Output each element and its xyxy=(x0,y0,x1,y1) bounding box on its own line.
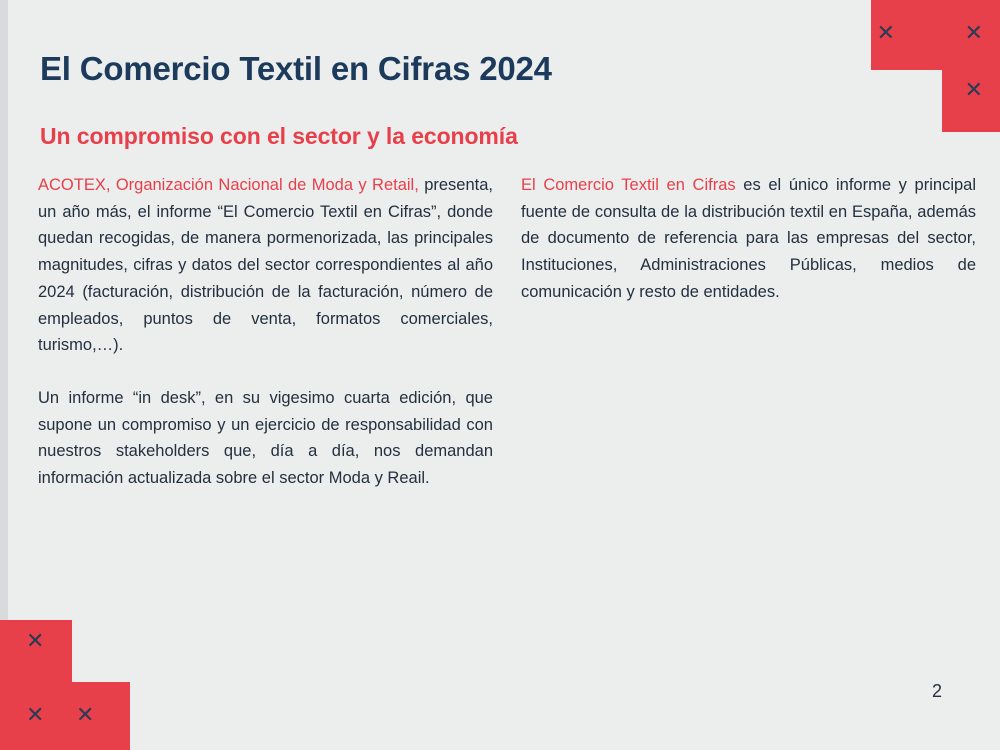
left-paragraph-1 xyxy=(38,172,493,359)
page-subtitle: Un compromiso con el sector y la economía xyxy=(40,123,518,150)
cross-icon: ✕ xyxy=(964,21,983,46)
cross-icon: ✕ xyxy=(876,21,895,46)
right-column xyxy=(521,172,976,492)
body-columns xyxy=(38,172,976,492)
page-number: 2 xyxy=(931,681,942,701)
cross-icon: ✕ xyxy=(964,78,983,103)
left-paragraph-1-text: presenta, un año más, el informe “El Comercio Textil en Cifras”, donde quedan recogidas, de manera pormenorizada, las principales magnitudes, cifras y datos del sector correspondientes al año 2024 (facturación, distribución de la facturación, número de empleados, puntos de venta, formatos comerciales, turismo,…). xyxy=(38,176,493,355)
decoration-block xyxy=(0,682,130,750)
right-paragraph-1-highlight: El Comercio Textil en Cifras xyxy=(521,176,736,194)
left-paragraph-2: Un informe “in desk”, en su vigesimo cuarta edición, que supone un compromiso y un ejercicio de responsabilidad con nuestros stakeholders que, día a día, nos demandan información actualizada sobre el sector Moda y Reail. xyxy=(38,389,493,488)
left-column xyxy=(38,172,493,492)
page-title: El Comercio Textil en Cifras 2024 xyxy=(40,50,552,88)
cross-icon: ✕ xyxy=(26,703,45,728)
right-paragraph-1 xyxy=(521,172,976,306)
cross-icon: ✕ xyxy=(26,629,45,654)
cross-icon: ✕ xyxy=(76,703,95,728)
right-paragraph-1-text: es el único informe y principal fuente de consulta de la distribución textil en España, además de documento de referencia para las empresas del sector, Instituciones, Administraciones Públicas, medios de comunicación y resto de entidades. xyxy=(521,176,977,301)
left-paragraph-1-highlight: ACOTEX, Organización Nacional de Moda y Retail, xyxy=(38,176,419,194)
